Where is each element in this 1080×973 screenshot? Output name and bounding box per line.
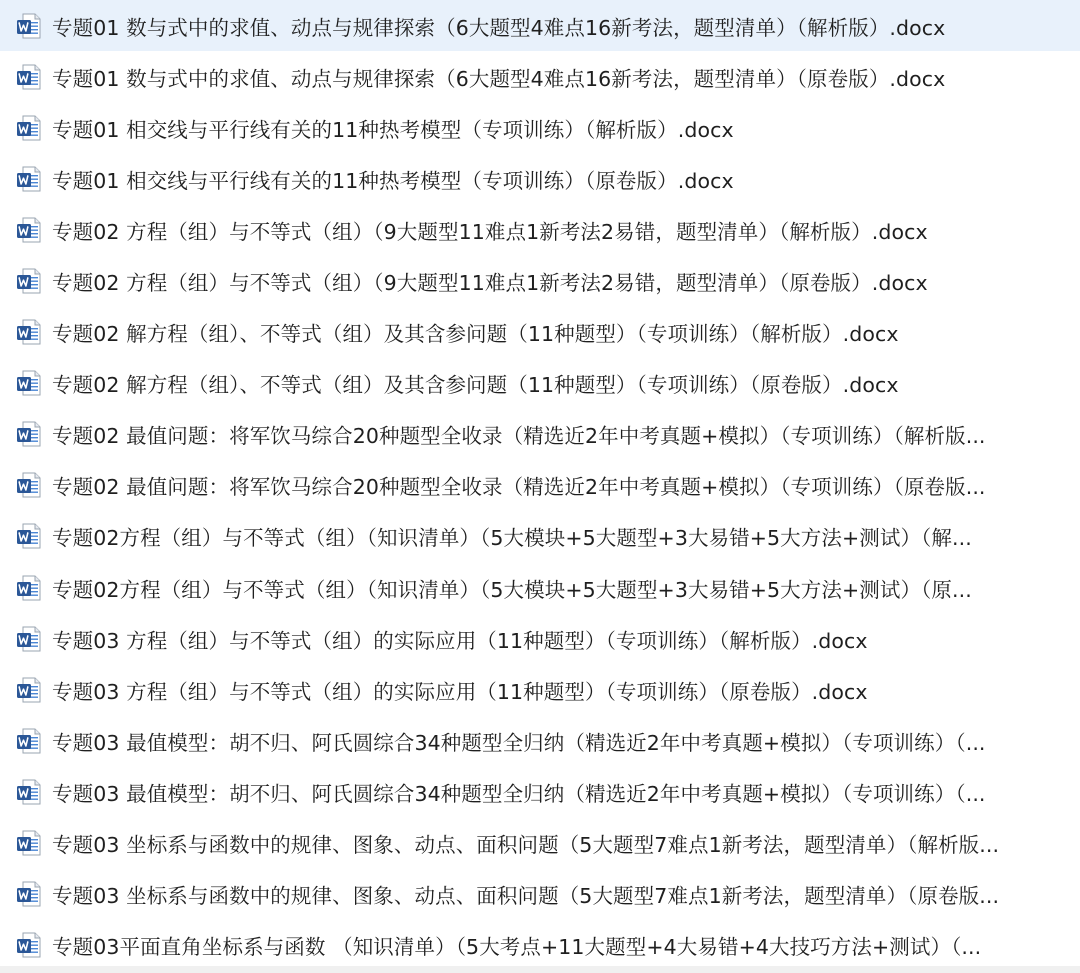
word-document-icon — [16, 676, 42, 704]
file-name: 专题03 方程（组）与不等式（组）的实际应用（11种题型）（专项训练）（原卷版）.docx — [52, 679, 868, 704]
word-document-icon — [16, 369, 42, 397]
file-name: 专题03 坐标系与函数中的规律、图象、动点、面积问题（5大题型7难点1新考法，题型清单）（解析版... — [52, 833, 1000, 858]
file-row-3[interactable] — [0, 102, 1080, 153]
file-row-2[interactable] — [0, 51, 1080, 102]
file-row-4[interactable] — [0, 153, 1080, 204]
word-document-icon — [16, 829, 42, 857]
word-document-icon — [16, 471, 42, 499]
word-document-icon — [16, 12, 42, 40]
file-name: 专题01 相交线与平行线有关的11种热考模型（专项训练）（原卷版）.docx — [52, 168, 734, 193]
file-name: 专题03 方程（组）与不等式（组）的实际应用（11种题型）（专项训练）（解析版）.docx — [52, 628, 868, 653]
file-row-9[interactable] — [0, 409, 1080, 460]
file-name: 专题02 方程（组）与不等式（组）（9大题型11难点1新考法2易错，题型清单）（解析版）.docx — [52, 219, 928, 244]
word-document-icon — [16, 522, 42, 550]
file-name: 专题02 解方程（组）、不等式（组）及其含参问题（11种题型）（专项训练）（原卷版）.docx — [52, 373, 899, 398]
file-row-8[interactable] — [0, 358, 1080, 409]
file-name: 专题02 最值问题：将军饮马综合20种题型全收录（精选近2年中考真题+模拟）（专项训练）（解析版... — [52, 424, 986, 449]
word-document-icon — [16, 778, 42, 806]
word-document-icon — [16, 574, 42, 602]
file-row-19[interactable] — [0, 920, 1080, 971]
file-name: 专题02 方程（组）与不等式（组）（9大题型11难点1新考法2易错，题型清单）（原卷版）.docx — [52, 271, 928, 296]
file-row-10[interactable] — [0, 460, 1080, 511]
bottom-strip — [0, 966, 1080, 973]
file-row-12[interactable] — [0, 562, 1080, 613]
file-row-5[interactable] — [0, 204, 1080, 255]
word-document-icon — [16, 165, 42, 193]
word-document-icon — [16, 420, 42, 448]
file-name: 专题03 最值模型：胡不归、阿氏圆综合34种题型全归纳（精选近2年中考真题+模拟）（专项训练）（... — [52, 781, 986, 806]
word-document-icon — [16, 114, 42, 142]
file-row-17[interactable] — [0, 818, 1080, 869]
file-row-18[interactable] — [0, 869, 1080, 920]
file-name: 专题03 坐标系与函数中的规律、图象、动点、面积问题（5大题型7难点1新考法，题型清单）（原卷版... — [52, 884, 1000, 909]
file-name: 专题03平面直角坐标系与函数 （知识清单）（5大考点+11大题型+4大易错+4大技巧方法+测试）（... — [52, 935, 982, 960]
file-row-13[interactable] — [0, 613, 1080, 664]
word-document-icon — [16, 625, 42, 653]
file-row-11[interactable] — [0, 511, 1080, 562]
file-name: 专题03 最值模型：胡不归、阿氏圆综合34种题型全归纳（精选近2年中考真题+模拟）（专项训练）（... — [52, 730, 986, 755]
file-name: 专题01 数与式中的求值、动点与规律探索（6大题型4难点16新考法，题型清单）（原卷版）.docx — [52, 66, 946, 91]
word-document-icon — [16, 727, 42, 755]
file-row-7[interactable] — [0, 307, 1080, 358]
file-row-15[interactable] — [0, 715, 1080, 766]
file-name: 专题01 相交线与平行线有关的11种热考模型（专项训练）（解析版）.docx — [52, 117, 734, 142]
file-name: 专题02 解方程（组）、不等式（组）及其含参问题（11种题型）（专项训练）（解析版）.docx — [52, 322, 899, 347]
file-row-1[interactable] — [0, 0, 1080, 51]
word-document-icon — [16, 931, 42, 959]
word-document-icon — [16, 216, 42, 244]
word-document-icon — [16, 267, 42, 295]
word-document-icon — [16, 63, 42, 91]
file-row-16[interactable] — [0, 766, 1080, 817]
file-name: 专题02方程（组）与不等式（组）（知识清单）（5大模块+5大题型+3大易错+5大方法+测试）（原... — [52, 577, 972, 602]
file-row-14[interactable] — [0, 664, 1080, 715]
word-document-icon — [16, 318, 42, 346]
file-name: 专题02 最值问题：将军饮马综合20种题型全收录（精选近2年中考真题+模拟）（专项训练）（原卷版... — [52, 475, 986, 500]
file-name: 专题01 数与式中的求值、动点与规律探索（6大题型4难点16新考法，题型清单）（解析版）.docx — [52, 15, 946, 40]
file-name: 专题02方程（组）与不等式（组）（知识清单）（5大模块+5大题型+3大易错+5大方法+测试）（解... — [52, 526, 972, 551]
file-row-6[interactable] — [0, 255, 1080, 306]
word-document-icon — [16, 880, 42, 908]
